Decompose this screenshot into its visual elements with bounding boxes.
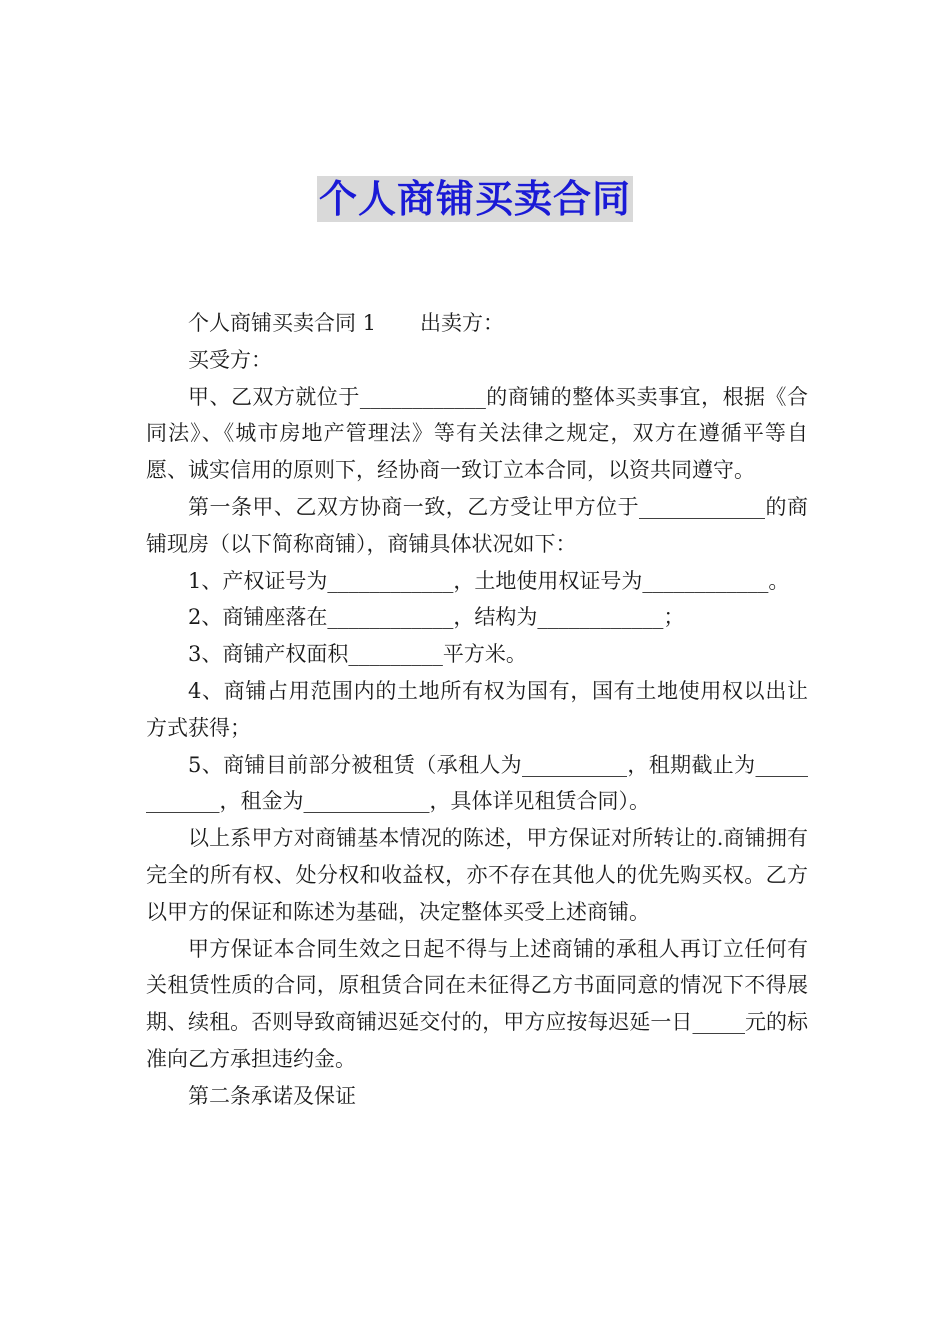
paragraph-guarantee: 甲方保证本合同生效之日起不得与上述商铺的承租人再订立任何有关租赁性质的合同，原租赁合同在未征得乙方书面同意的情况下不得展期、续租。否则导致商铺迟延交付的，甲方应按每迟延一日_____元的标准向乙方承担违约金。 bbox=[146, 936, 808, 1071]
document-title: 个人商铺买卖合同 bbox=[318, 177, 631, 221]
paragraph-item-1: 1、产权证号为____________，土地使用权证号为____________。 bbox=[188, 568, 790, 593]
paragraph-item-2: 2、商铺座落在____________，结构为____________； bbox=[188, 605, 685, 630]
document-body bbox=[146, 305, 808, 1115]
paragraph-article-2: 第二条承诺及保证 bbox=[188, 1083, 356, 1108]
paragraph-intro: 甲、乙双方就位于____________的商铺的整体买卖事宜，根据《合同法》、《城市房地产管理法》等有关法律之规定，双方在遵循平等自愿、诚实信用的原则下，经协商一致订立本合同，以资共同遵守。 bbox=[146, 384, 808, 483]
paragraph-buyer: 买受方： bbox=[188, 347, 272, 372]
title-wrap bbox=[0, 176, 950, 222]
heading-right: 出卖方： bbox=[420, 311, 505, 335]
paragraph-article-1: 第一条甲、乙双方协商一致，乙方受让甲方位于____________的商铺现房（以下简称商铺），商铺具体状况如下： bbox=[146, 494, 808, 556]
paragraph-item-3: 3、商铺产权面积_________平方米。 bbox=[188, 642, 527, 667]
heading-left: 个人商铺买卖合同 1 bbox=[188, 311, 377, 335]
paragraph-item-4: 4、商铺占用范围内的土地所有权为国有，国有土地使用权以出让方式获得； bbox=[146, 678, 808, 740]
paragraph-item-5: 5、商铺目前部分被租赁（承租人为__________，租期截止为____________，租金为____________，具体详见租赁合同）。 bbox=[146, 752, 808, 814]
heading-line bbox=[146, 305, 808, 342]
paragraph-statement: 以上系甲方对商铺基本情况的陈述，甲方保证对所转让的.商铺拥有完全的所有权、处分权和收益权，亦不存在其他人的优先购买权。乙方以甲方的保证和陈述为基础，决定整体买受上述商铺。 bbox=[146, 826, 808, 924]
